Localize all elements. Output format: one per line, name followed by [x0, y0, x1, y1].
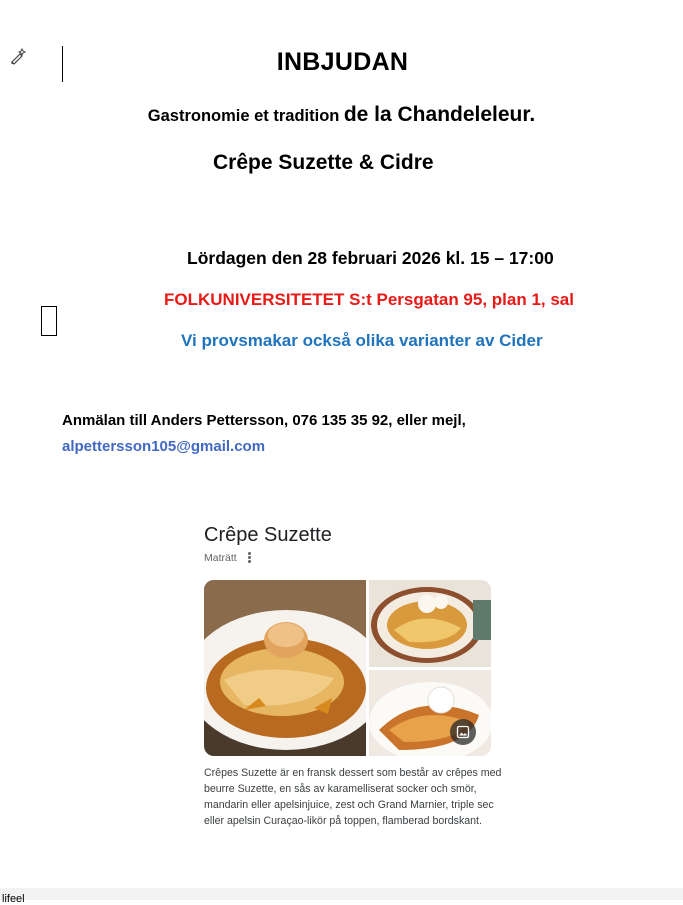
- subtitle-small: Gastronomie et tradition: [147, 107, 340, 125]
- cider-note: Vi provsmakar också olika varianter av Cider: [181, 331, 543, 350]
- image-icon[interactable]: [450, 719, 476, 745]
- signup-info: Anmälan till Anders Pettersson, 076 135 35 92, eller mejl,: [62, 412, 466, 429]
- card-category: Maträtt: [204, 552, 237, 564]
- card-title: Crêpe Suzette: [204, 524, 332, 546]
- event-location: FOLKUNIVERSITETET S:t Persgatan 95, plan 1, sal: [164, 290, 574, 309]
- footer-bar: [0, 888, 683, 900]
- document-title: INBJUDAN: [276, 48, 409, 76]
- subtitle-big: de la Chandeleleur.: [343, 103, 536, 126]
- card-description: Crêpes Suzette är en fransk dessert som består av crêpes med beurre Suzette, en sås av karamelliserat socker och smör, mandarin eller apelsinjuice, zest och Grand Marnier, triple sec eller apelsin Curaçao-likör på toppen, flamberad bordskant.: [204, 767, 502, 827]
- content-placeholder-box[interactable]: [41, 306, 57, 336]
- email-link[interactable]: alpettersson105@gmail.com: [62, 438, 266, 455]
- crepe-photo-top-right: [369, 580, 491, 667]
- more-vertical-icon[interactable]: [245, 551, 253, 565]
- event-subtitle: Crêpe Suzette & Cidre: [213, 151, 434, 174]
- subtitle-line: [0, 103, 683, 127]
- footer-text: lifeel: [2, 893, 25, 905]
- event-date: Lördagen den 28 februari 2026 kl. 15 – 17:00: [187, 248, 554, 268]
- crepe-photo-main: [204, 580, 366, 756]
